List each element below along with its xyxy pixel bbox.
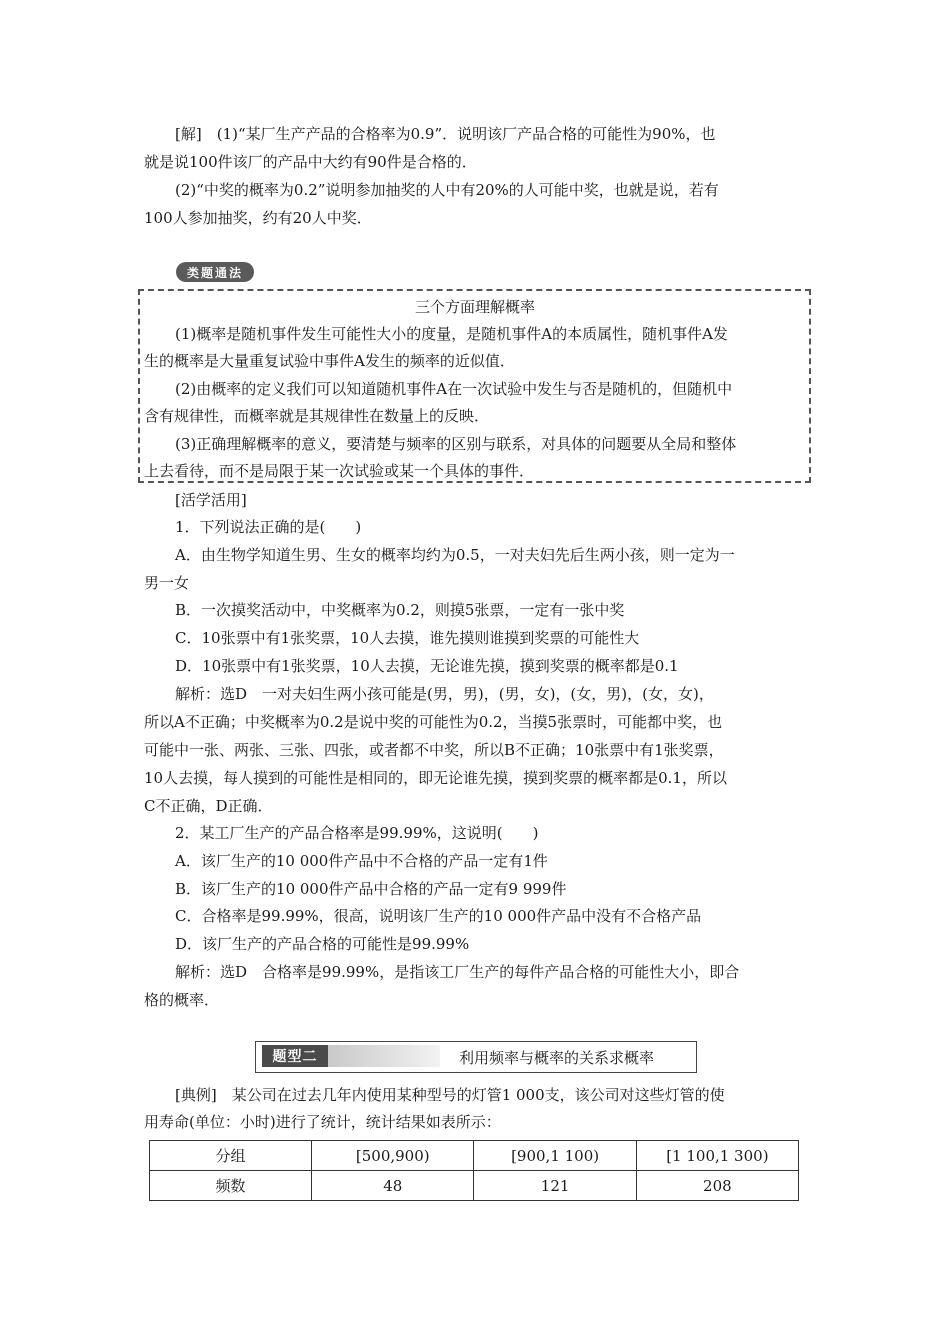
- table-cell: 208: [636, 1171, 798, 1201]
- q1-option-a-cont: 男一女: [144, 574, 190, 592]
- tip-line-4: 含有规律性，而概率就是其规律性在数量上的反映．: [144, 407, 490, 425]
- q1-analysis-4: 10人去摸，每人摸到的可能性是相同的，即无论谁先摸，摸到奖票的概率都是0.1，所以: [144, 769, 727, 787]
- q2-option-a: A．该厂生产的10 000件产品中不合格的产品一定有1件: [175, 852, 548, 870]
- practice-heading: [活学活用]: [175, 491, 247, 509]
- table-header-cell: [1 100,1 300): [636, 1141, 798, 1171]
- frequency-table: [149, 1140, 799, 1201]
- type-section-fade: [328, 1045, 440, 1067]
- table-header-cell: [900,1 100): [474, 1141, 636, 1171]
- tip-line-2: 生的概率是大量重复试验中事件A发生的频率的近似值．: [144, 352, 515, 370]
- example-line-2: 用寿命(单位：小时)进行了统计，统计结果如表所示：: [144, 1113, 501, 1131]
- solution-line-4: 100人参加抽奖，约有20人中奖．: [144, 209, 372, 227]
- question-2: 2．某工厂生产的产品合格率是99.99%，这说明( ): [175, 824, 539, 842]
- q2-option-b: B．该厂生产的10 000件产品中合格的产品一定有9 999件: [175, 880, 567, 898]
- table-header-row: [150, 1141, 799, 1171]
- example-line-1: [典例] 某公司在过去几年内使用某种型号的灯管1 000支，该公司对这些灯管的使: [175, 1086, 725, 1104]
- q1-option-c: C．10张票中有1张奖票，10人去摸，谁先摸则谁摸到奖票的可能性大: [175, 629, 640, 647]
- q1-analysis-3: 可能中一张、两张、三张、四张，或者都不中奖，所以B不正确；10张票中有1张奖票，: [144, 741, 724, 759]
- q1-analysis-2: 所以A不正确；中奖概率为0.2是说中奖的可能性为0.2，当摸5张票时，可能都中奖，也: [144, 713, 723, 731]
- table-cell: 频数: [150, 1171, 312, 1201]
- table-row: [150, 1171, 799, 1201]
- tip-line-5: (3)正确理解概率的意义，要清楚与频率的区别与联系，对具体的问题要从全局和整体: [175, 435, 737, 453]
- q1-option-b: B．一次摸奖活动中，中奖概率为0.2，则摸5张票，一定有一张中奖: [175, 601, 625, 619]
- type-section-title: 利用频率与概率的关系求概率: [459, 1049, 655, 1067]
- question-1: 1．下列说法正确的是( ): [175, 518, 362, 536]
- q1-option-a: A．由生物学知道生男、生女的概率均约为0.5，一对夫妇先后生两小孩，则一定为一: [175, 546, 735, 564]
- tip-line-3: (2)由概率的定义我们可以知道随机事件A在一次试验中发生与否是随机的，但随机中: [175, 380, 733, 398]
- q2-option-c: C．合格率是99.99%，很高，说明该厂生产的10 000件产品中没有不合格产品: [175, 907, 702, 925]
- q1-analysis-5: C不正确，D正确．: [144, 797, 273, 815]
- q1-option-d: D．10张票中有1张奖票，10人去摸，无论谁先摸，摸到奖票的概率都是0.1: [175, 657, 679, 675]
- tip-line-6: 上去看待，而不是局限于某一次试验或某一个具体的事件．: [144, 462, 535, 480]
- tip-title: 三个方面理解概率: [414, 298, 535, 316]
- table-header-cell: [500,900): [312, 1141, 474, 1171]
- solution-line-2: 就是说100件该厂的产品中大约有90件是合格的．: [144, 153, 477, 171]
- tip-tag: 类题通法: [176, 262, 254, 282]
- q2-analysis-1: 解析：选D 合格率是99.99%，是指该工厂生产的每件产品合格的可能性大小，即合: [175, 963, 740, 981]
- solution-line-1: [解] (1)“某厂生产产品的合格率为0.9”．说明该厂产品合格的可能性为90%，也: [175, 125, 716, 143]
- q1-analysis-1: 解析：选D 一对夫妇生两小孩可能是(男，男)，(男，女)，(女，男)，(女，女)，: [175, 685, 714, 703]
- table-header-cell: 分组: [150, 1141, 312, 1171]
- tip-line-1: (1)概率是随机事件发生可能性大小的度量，是随机事件A的本质属性，随机事件A发: [175, 325, 728, 343]
- q2-option-d: D．该厂生产的产品合格的可能性是99.99%: [175, 935, 470, 953]
- solution-line-3: (2)“中奖的概率为0.2”说明参加抽奖的人中有20%的人可能中奖，也就是说，若有: [175, 181, 719, 199]
- table-cell: 48: [312, 1171, 474, 1201]
- q2-analysis-2: 格的概率．: [144, 991, 220, 1009]
- type-section-label: 题型二: [262, 1045, 328, 1067]
- table-cell: 121: [474, 1171, 636, 1201]
